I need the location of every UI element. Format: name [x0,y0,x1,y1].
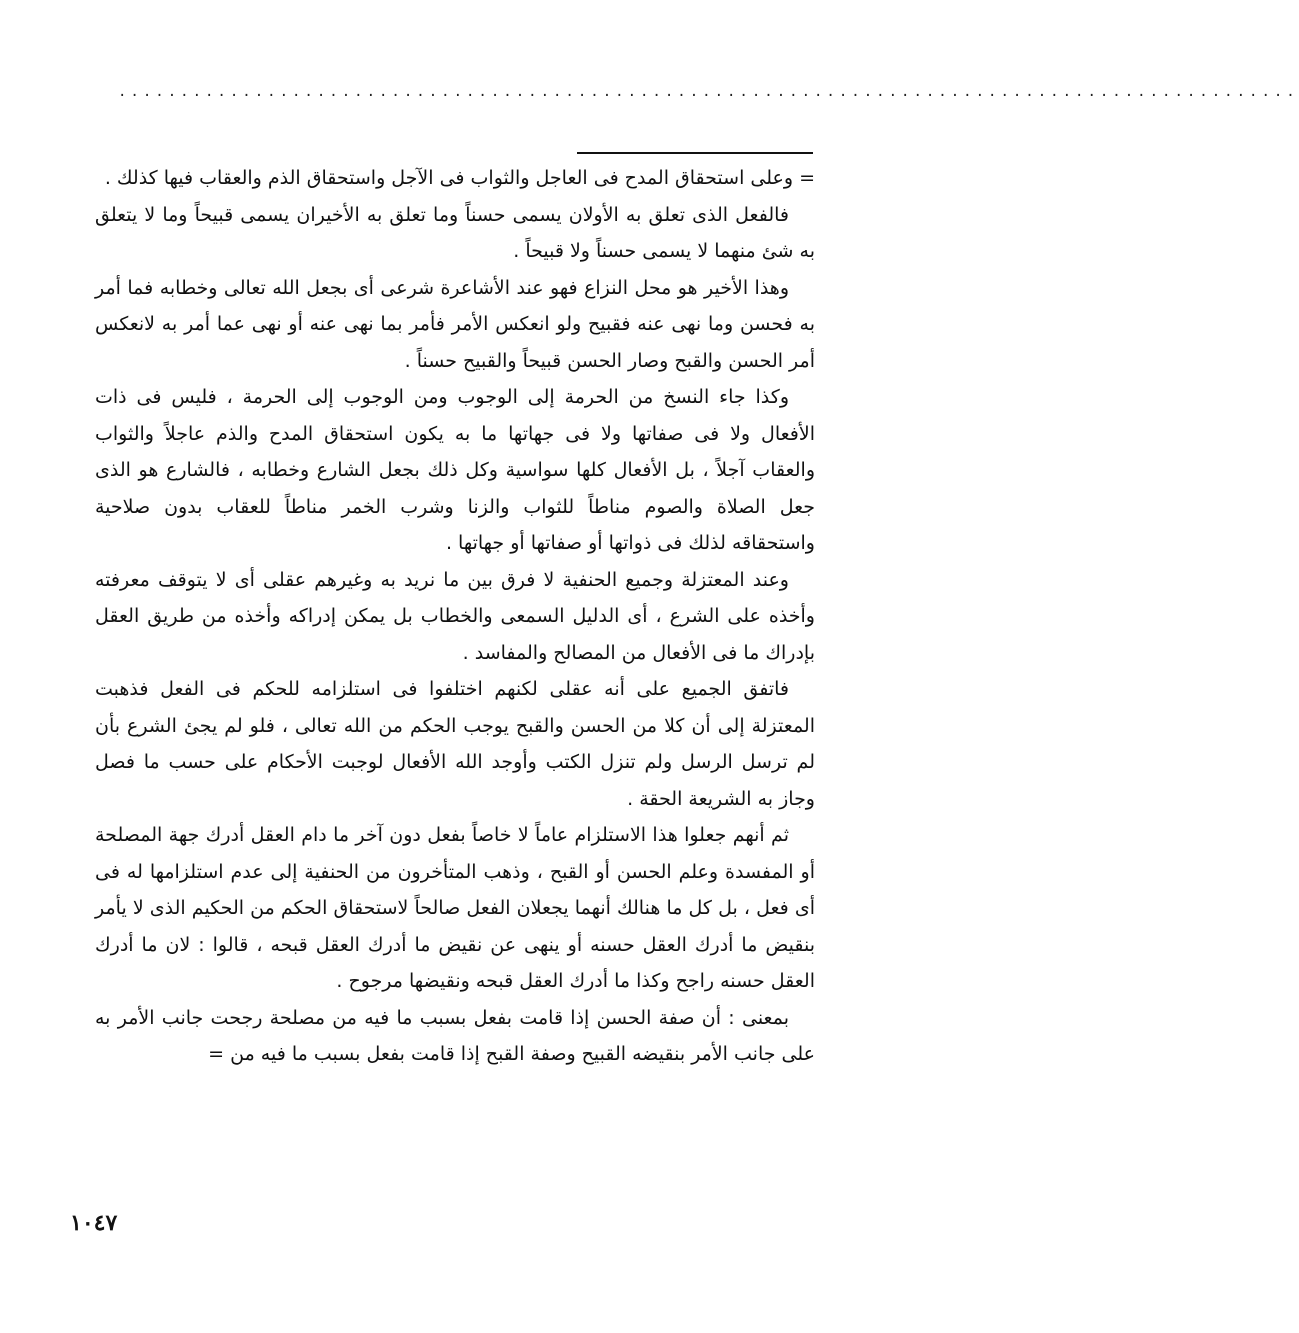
dotted-separator: ............................................................................................... [118,84,1299,100]
paragraph: فاتفق الجميع على أنه عقلى لكنهم اختلفوا فى استلزامه للحكم فى الفعل فذهبت المعتزلة إلى أن كلا من الحسن والقبح يوجب الحكم من الله تعالى ، فلو لم يجئ الشرع بأن لم ترسل الرسل ولم تنزل الكتب وأوجد الله الأفعال لوجبت الأحكام على حسب ما فصل وجاز به الشريعة الحقة . [95,678,815,810]
paragraph: وهذا الأخير هو محل النزاع فهو عند الأشاعرة شرعى أى بجعل الله تعالى وخطابه فما أمر به فحسن وما نهى عنه فقبيح ولو انعكس الأمر فأمر بما نهى عنه أو نهى عما أمر به لانعكس أمر الحسن والقبح وصار الحسن قبيحاً والقبيح حسناً . [95,276,815,372]
page-number: ١٠٤٧ [70,1210,118,1236]
main-text [95,160,815,1073]
paragraph: فالفعل الذى تعلق به الأولان يسمى حسناً وما تعلق به الأخيران يسمى قبيحاً وما لا يتعلق به شئ منهما لا يسمى حسناً ولا قبيحاً . [95,203,815,262]
paragraph: وكذا جاء النسخ من الحرمة إلى الوجوب ومن الوجوب إلى الحرمة ، فليس فى ذات الأفعال ولا فى صفاتها ولا فى جهاتها ما به يكون استحقاق المدح والذم عاجلاً والثواب والعقاب آجلاً ، بل الأفعال كلها سواسية وكل ذلك بجعل الشارع وخطابه ، فالشارع هو الذى جعل الصلاة والصوم مناطاً للثواب والزنا وشرب الخمر مناطاً للعقاب بدون صلاحية واستحقاقه لذلك فى ذواتها أو صفاتها أو جهاتها . [95,386,815,554]
paragraph: وعند المعتزلة وجميع الحنفية لا فرق بين ما نريد به وغيرهم عقلى أى لا يتوقف معرفته وأخذه على الشرع ، أى الدليل السمعى والخطاب بل يمكن إدراكه وأخذه من طريق العقل بإدراك ما فى الأفعال من المصالح والمفاسد . [95,568,815,664]
paragraph: ثم أنهم جعلوا هذا الاستلزام عاماً لا خاصاً بفعل دون آخر ما دام العقل أدرك جهة المصلحة أو المفسدة وعلم الحسن أو القبح ، وذهب المتأخرون من الحنفية إلى عدم استلزامها له فى أى فعل ، بل كل ما هنالك أنهما يجعلان الفعل صالحاً لاستحقاق الحكم من الحكيم الذى لا يأمر بنقيض ما أدرك العقل حسنه أو ينهى عن نقيض ما أدرك العقل قبحه ، قالوا : لان ما أدرك العقل حسنه راجح وكذا ما أدرك العقل قبحه ونقيضها مرجوح . [95,824,815,992]
paragraph-continuation: = وعلى استحقاق المدح فى العاجل والثواب فى الآجل واستحقاق الذم والعقاب فيها كذلك . [104,167,815,189]
footnote-divider-line [577,152,813,154]
paragraph: بمعنى : أن صفة الحسن إذا قامت بفعل بسبب ما فيه من مصلحة رجحت جانب الأمر به على جانب الأمر بنقيضه القبيح وصفة القبح إذا قامت بفعل بسبب ما فيه من = [95,1006,815,1065]
